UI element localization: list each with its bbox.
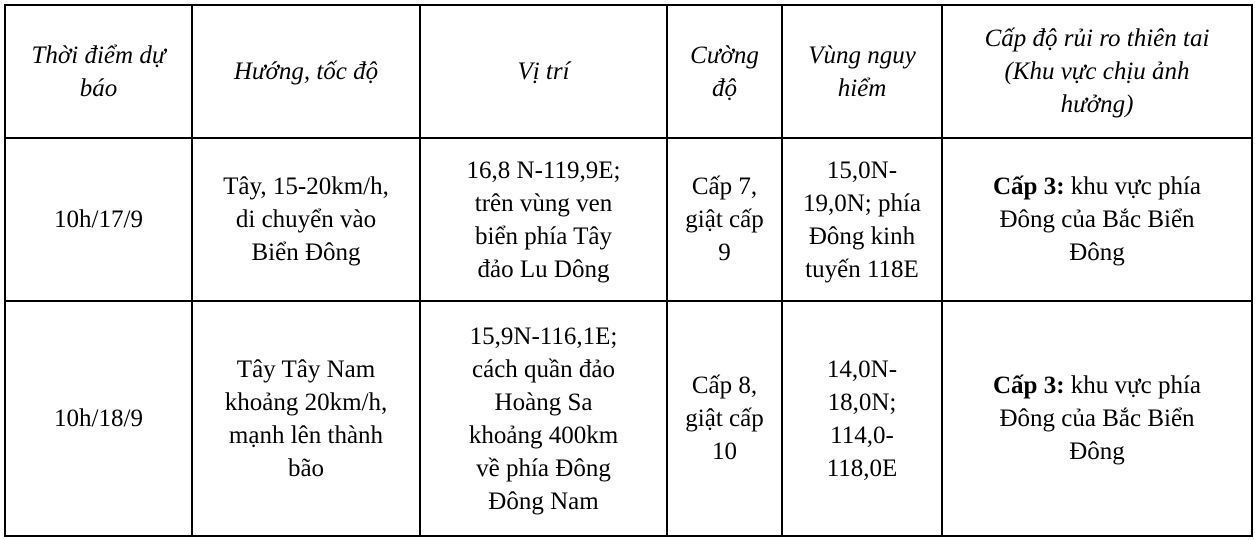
header-intensity: Cường độ — [667, 5, 782, 138]
cell-risk-level: Cấp 3: khu vực phía Đông của Bắc Biển Đông — [942, 138, 1252, 301]
table-row — [5, 138, 1252, 301]
cell-position: 15,9N-116,1E; cách quần đảo Hoàng Sa khoảng 400km về phía Đông Đông Nam — [420, 301, 667, 536]
table-header-row — [5, 5, 1252, 138]
cell-time: 10h/17/9 — [5, 138, 192, 301]
header-danger-zone: Vùng nguy hiểm — [782, 5, 942, 138]
cell-risk-level: Cấp 3: khu vực phía Đông của Bắc Biển Đông — [942, 301, 1252, 536]
header-direction-speed: Hướng, tốc độ — [192, 5, 420, 138]
table-row — [5, 301, 1252, 536]
cell-time: 10h/18/9 — [5, 301, 192, 536]
header-position: Vị trí — [420, 5, 667, 138]
forecast-table — [4, 4, 1253, 537]
header-risk-level: Cấp độ rủi ro thiên tai (Khu vực chịu ảnh hưởng) — [942, 5, 1252, 138]
header-forecast-time: Thời điểm dự báo — [5, 5, 192, 138]
cell-direction: Tây, 15-20km/h, di chuyển vào Biển Đông — [192, 138, 420, 301]
cell-danger-zone: 14,0N- 18,0N; 114,0- 118,0E — [782, 301, 942, 536]
cell-intensity: Cấp 7, giật cấp 9 — [667, 138, 782, 301]
cell-danger-zone: 15,0N- 19,0N; phía Đông kinh tuyến 118E — [782, 138, 942, 301]
cell-position: 16,8 N-119,9E; trên vùng ven biển phía Tây đảo Lu Dông — [420, 138, 667, 301]
cell-direction: Tây Tây Nam khoảng 20km/h, mạnh lên thành bão — [192, 301, 420, 536]
cell-intensity: Cấp 8, giật cấp 10 — [667, 301, 782, 536]
